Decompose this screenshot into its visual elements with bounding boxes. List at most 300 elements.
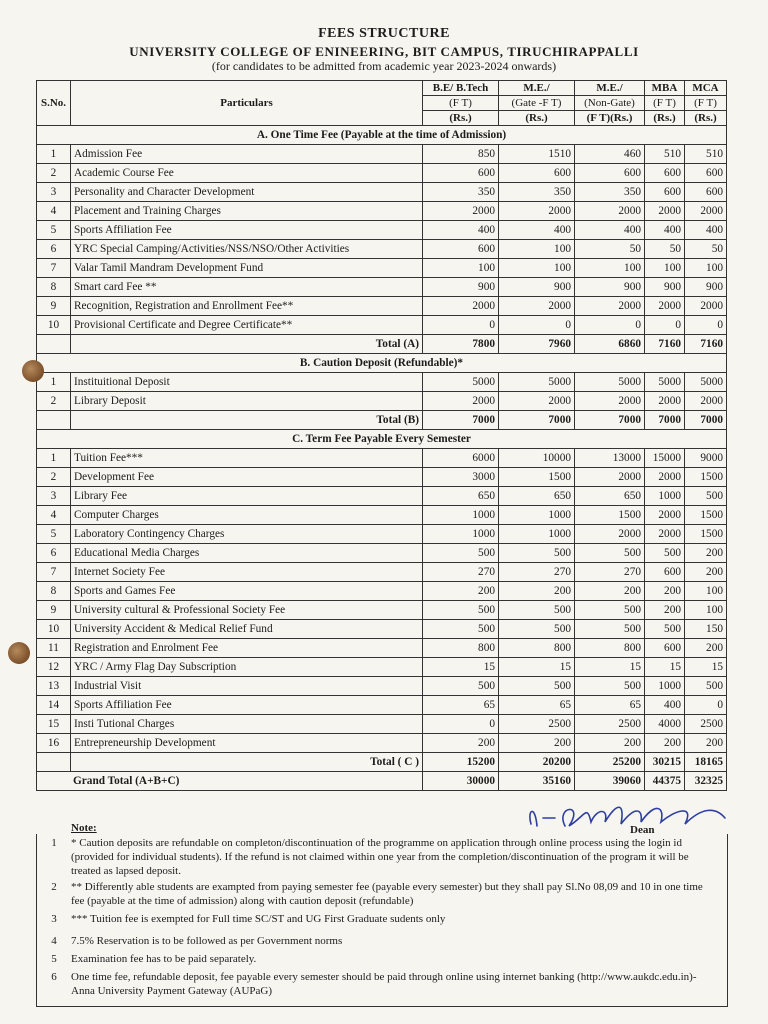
table-row: [37, 240, 727, 259]
fee-value: 270: [423, 563, 499, 582]
column-header: (Rs.): [499, 111, 575, 126]
row-sno: 11: [37, 639, 71, 658]
fee-value: 500: [423, 677, 499, 696]
note-number: 5: [51, 953, 57, 965]
fee-value: 850: [423, 145, 499, 164]
fee-value: 15: [575, 658, 645, 677]
fee-value: 150: [685, 620, 727, 639]
fee-value: 9000: [685, 449, 727, 468]
fee-value: 900: [423, 278, 499, 297]
fee-value: 1000: [645, 677, 685, 696]
row-sno: 12: [37, 658, 71, 677]
fee-value: 500: [575, 620, 645, 639]
column-header: (Gate -F T): [499, 96, 575, 111]
total-value: 7000: [645, 411, 685, 430]
row-sno: 3: [37, 487, 71, 506]
fee-value: 600: [575, 164, 645, 183]
fee-value: 350: [423, 183, 499, 202]
fee-value: 0: [645, 316, 685, 335]
fee-value: 2000: [575, 202, 645, 221]
fee-value: 100: [685, 259, 727, 278]
row-sno: 10: [37, 316, 71, 335]
fee-value: 500: [499, 620, 575, 639]
fee-value: 2500: [685, 715, 727, 734]
fee-value: 200: [499, 734, 575, 753]
fee-value: 50: [575, 240, 645, 259]
table-row: [37, 183, 727, 202]
row-sno: 6: [37, 240, 71, 259]
section-title: C. Term Fee Payable Every Semester: [37, 430, 727, 449]
row-particular: University Accident & Medical Relief Fund: [71, 620, 423, 639]
row-particular: Provisional Certificate and Degree Certificate**: [71, 316, 423, 335]
fee-value: 200: [499, 582, 575, 601]
column-header: (F T): [685, 96, 727, 111]
document-title: FEES STRUCTURE: [318, 26, 450, 41]
document-header: [0, 26, 768, 73]
total-value: 7800: [423, 335, 499, 354]
fee-value: 500: [423, 620, 499, 639]
column-header: M.E./: [575, 81, 645, 96]
total-value: 7000: [575, 411, 645, 430]
fee-value: 1510: [499, 145, 575, 164]
grand-total-value: 32325: [685, 772, 727, 791]
note-text: One time fee, refundable deposit, fee payable every semester should be paid through online using internet banking (http://www.aukdc.edu.in)-Anna University Payment Gateway (AUPaG): [71, 971, 697, 997]
total-label: Total ( C ): [71, 753, 423, 772]
fee-value: 100: [499, 240, 575, 259]
fee-value: 5000: [575, 373, 645, 392]
fee-value: 65: [575, 696, 645, 715]
grand-total-label: Grand Total (A+B+C): [37, 772, 423, 791]
row-particular: Recognition, Registration and Enrollment Fee**: [71, 297, 423, 316]
row-sno: 8: [37, 278, 71, 297]
fee-value: 600: [645, 164, 685, 183]
table-row: [37, 601, 727, 620]
column-header: (F T)(Rs.): [575, 111, 645, 126]
row-sno: 7: [37, 259, 71, 278]
row-sno: 4: [37, 202, 71, 221]
note-text: Examination fee has to be paid separately.: [71, 953, 257, 965]
table-row: [37, 449, 727, 468]
row-particular: Computer Charges: [71, 506, 423, 525]
fee-value: 510: [685, 145, 727, 164]
total-value: 15200: [423, 753, 499, 772]
row-sno: 9: [37, 601, 71, 620]
fee-value: 500: [645, 544, 685, 563]
table-row: [37, 487, 727, 506]
table-row: [37, 620, 727, 639]
total-blank: [37, 411, 71, 430]
fee-value: 500: [645, 620, 685, 639]
fee-value: 500: [685, 677, 727, 696]
fee-value: 2000: [645, 202, 685, 221]
fee-value: 5000: [645, 373, 685, 392]
note-text: *** Tuition fee is exempted for Full time SC/ST and UG First Graduate sudents only: [71, 913, 446, 925]
fee-value: 2000: [685, 392, 727, 411]
fee-value: 270: [499, 563, 575, 582]
fee-value: 200: [685, 544, 727, 563]
row-sno: 6: [37, 544, 71, 563]
row-particular: Tuition Fee***: [71, 449, 423, 468]
total-row: [37, 335, 727, 354]
row-particular: Personality and Character Development: [71, 183, 423, 202]
row-particular: Smart card Fee **: [71, 278, 423, 297]
row-sno: 4: [37, 506, 71, 525]
fee-value: 2000: [645, 525, 685, 544]
total-value: 7160: [645, 335, 685, 354]
fee-value: 65: [499, 696, 575, 715]
row-sno: 1: [37, 373, 71, 392]
fee-value: 5000: [685, 373, 727, 392]
table-row: [37, 639, 727, 658]
table-row: [37, 677, 727, 696]
fee-value: 1000: [499, 506, 575, 525]
fee-value: 1500: [575, 506, 645, 525]
row-particular: YRC / Army Flag Day Subscription: [71, 658, 423, 677]
row-particular: Instituitional Deposit: [71, 373, 423, 392]
row-sno: 1: [37, 449, 71, 468]
fee-value: 800: [499, 639, 575, 658]
total-value: 18165: [685, 753, 727, 772]
fee-value: 400: [685, 221, 727, 240]
fee-value: 100: [423, 259, 499, 278]
fee-value: 200: [423, 734, 499, 753]
fee-value: 2500: [575, 715, 645, 734]
fee-value: 900: [499, 278, 575, 297]
table-row: [37, 316, 727, 335]
note-text: ** Differently able students are exampted from paying semester fee (payable every semester) but they shall pay Sl.No 08,09 and 10 in one time fee (payable at the time of admission) along with caution deposit (refundable): [71, 881, 703, 907]
fee-value: 1500: [685, 468, 727, 487]
punch-hole: [22, 360, 44, 382]
grand-total-row: [37, 772, 727, 791]
fee-value: 2000: [575, 392, 645, 411]
fee-value: 3000: [423, 468, 499, 487]
total-value: 6860: [575, 335, 645, 354]
fee-value: 2000: [575, 468, 645, 487]
fee-value: 65: [423, 696, 499, 715]
fee-value: 200: [645, 734, 685, 753]
notes-heading: Note:: [71, 822, 97, 834]
table-row: [37, 297, 727, 316]
fee-value: 200: [685, 734, 727, 753]
dean-title: Dean: [630, 824, 655, 836]
fee-value: 10000: [499, 449, 575, 468]
fee-value: 13000: [575, 449, 645, 468]
row-particular: Valar Tamil Mandram Development Fund: [71, 259, 423, 278]
row-particular: Insti Tutional Charges: [71, 715, 423, 734]
fee-value: 2000: [645, 392, 685, 411]
fee-value: 400: [423, 221, 499, 240]
fee-value: 2000: [645, 468, 685, 487]
total-blank: [37, 335, 71, 354]
fee-value: 200: [645, 582, 685, 601]
note-number: 4: [51, 935, 57, 947]
note-text: 7.5% Reservation is to be followed as per Government norms: [71, 935, 343, 947]
grand-total-value: 35160: [499, 772, 575, 791]
column-header: (Rs.): [423, 111, 499, 126]
total-label: Total (A): [71, 335, 423, 354]
total-value: 7960: [499, 335, 575, 354]
document-subtitle: (for candidates to be admitted from academic year 2023-2024 onwards): [211, 59, 557, 73]
row-sno: 5: [37, 525, 71, 544]
fee-value: 15: [499, 658, 575, 677]
fee-value: 0: [499, 316, 575, 335]
fee-value: 100: [685, 582, 727, 601]
table-row: [37, 221, 727, 240]
row-sno: 2: [37, 164, 71, 183]
fee-value: 900: [685, 278, 727, 297]
table-row: [37, 563, 727, 582]
table-row: [37, 715, 727, 734]
fee-value: 2000: [423, 297, 499, 316]
fee-value: 200: [575, 582, 645, 601]
table-row: [37, 373, 727, 392]
fee-value: 500: [499, 601, 575, 620]
total-value: 7000: [423, 411, 499, 430]
fee-value: 2000: [685, 297, 727, 316]
row-particular: Sports Affiliation Fee: [71, 221, 423, 240]
fee-value: 2000: [499, 297, 575, 316]
column-header: MBA: [645, 81, 685, 96]
fee-value: 0: [423, 316, 499, 335]
row-particular: Internet Society Fee: [71, 563, 423, 582]
table-row: [37, 278, 727, 297]
fee-value: 2500: [499, 715, 575, 734]
note-number: 1: [51, 837, 57, 849]
row-sno: 3: [37, 183, 71, 202]
grand-total-value: 30000: [423, 772, 499, 791]
fee-value: 2000: [499, 202, 575, 221]
total-value: 7000: [499, 411, 575, 430]
fee-value: 1000: [423, 525, 499, 544]
fee-value: 100: [685, 601, 727, 620]
fee-value: 0: [423, 715, 499, 734]
table-row: [37, 145, 727, 164]
fee-value: 15: [685, 658, 727, 677]
row-particular: Sports and Games Fee: [71, 582, 423, 601]
punch-hole: [8, 642, 30, 664]
section-header-row: [37, 126, 727, 145]
fee-value: 500: [499, 544, 575, 563]
fee-value: 5000: [499, 373, 575, 392]
fee-value: 200: [645, 601, 685, 620]
fee-value: 100: [499, 259, 575, 278]
column-header: MCA: [685, 81, 727, 96]
fee-value: 100: [645, 259, 685, 278]
fee-value: 0: [685, 696, 727, 715]
column-header: M.E./: [499, 81, 575, 96]
note-number: 6: [51, 971, 57, 983]
fee-value: 460: [575, 145, 645, 164]
fee-table: [36, 80, 727, 791]
fee-value: 1500: [685, 525, 727, 544]
total-value: 25200: [575, 753, 645, 772]
table-row: [37, 658, 727, 677]
column-header: B.E/ B.Tech: [423, 81, 499, 96]
fee-value: 200: [423, 582, 499, 601]
column-header: (F T): [645, 96, 685, 111]
fee-value: 600: [645, 183, 685, 202]
table-row: [37, 164, 727, 183]
fee-value: 400: [499, 221, 575, 240]
column-header: (Rs.): [685, 111, 727, 126]
row-sno: 2: [37, 392, 71, 411]
fee-value: 2000: [499, 392, 575, 411]
fee-value: 200: [685, 639, 727, 658]
fee-value: 510: [645, 145, 685, 164]
table-row: [37, 202, 727, 221]
row-particular: Placement and Training Charges: [71, 202, 423, 221]
fee-value: 5000: [423, 373, 499, 392]
row-particular: Industrial Visit: [71, 677, 423, 696]
fee-value: 600: [423, 240, 499, 259]
total-value: 30215: [645, 753, 685, 772]
fee-value: 500: [423, 601, 499, 620]
fee-value: 600: [645, 563, 685, 582]
total-value: 7000: [685, 411, 727, 430]
fee-value: 350: [499, 183, 575, 202]
fee-value: 2000: [423, 392, 499, 411]
table-row: [37, 525, 727, 544]
fee-value: 0: [685, 316, 727, 335]
table-row: [37, 696, 727, 715]
column-header: (Rs.): [645, 111, 685, 126]
fee-value: 2000: [645, 297, 685, 316]
fee-value: 0: [575, 316, 645, 335]
row-particular: Admission Fee: [71, 145, 423, 164]
note-number: 2: [51, 881, 57, 893]
table-row: [37, 259, 727, 278]
row-particular: Academic Course Fee: [71, 164, 423, 183]
note-text: * Caution deposits are refundable on completon/discontinuation of the programme on application through online process using the login id (provided for individual students). If the refund is not claimed within one year from the completion/discontinuation of the program it will be treated as lapsed deposit.: [71, 837, 689, 877]
table-row: [37, 544, 727, 563]
fee-value: 2000: [685, 202, 727, 221]
header-row: [37, 81, 727, 96]
row-particular: Library Deposit: [71, 392, 423, 411]
fee-value: 800: [423, 639, 499, 658]
fee-value: 500: [575, 544, 645, 563]
fee-value: 270: [575, 563, 645, 582]
row-particular: Library Fee: [71, 487, 423, 506]
fee-value: 4000: [645, 715, 685, 734]
total-value: 7160: [685, 335, 727, 354]
row-particular: YRC Special Camping/Activities/NSS/NSO/Other Activities: [71, 240, 423, 259]
row-sno: 7: [37, 563, 71, 582]
fee-value: 1500: [685, 506, 727, 525]
row-particular: Sports Affiliation Fee: [71, 696, 423, 715]
row-sno: 13: [37, 677, 71, 696]
row-particular: Registration and Enrolment Fee: [71, 639, 423, 658]
row-particular: Development Fee: [71, 468, 423, 487]
fee-value: 2000: [575, 525, 645, 544]
fee-value: 500: [499, 677, 575, 696]
fee-value: 50: [645, 240, 685, 259]
row-sno: 14: [37, 696, 71, 715]
fee-value: 1000: [499, 525, 575, 544]
particulars-header: Particulars: [71, 81, 423, 126]
fee-value: 1000: [645, 487, 685, 506]
row-sno: 5: [37, 221, 71, 240]
row-sno: 1: [37, 145, 71, 164]
fee-value: 50: [685, 240, 727, 259]
row-particular: University cultural & Professional Society Fee: [71, 601, 423, 620]
fee-value: 6000: [423, 449, 499, 468]
fee-value: 2000: [575, 297, 645, 316]
fee-value: 650: [499, 487, 575, 506]
row-sno: 15: [37, 715, 71, 734]
fee-value: 200: [685, 563, 727, 582]
row-particular: Laboratory Contingency Charges: [71, 525, 423, 544]
fee-value: 400: [645, 696, 685, 715]
table-row: [37, 582, 727, 601]
fee-value: 500: [575, 677, 645, 696]
row-particular: Educational Media Charges: [71, 544, 423, 563]
fee-value: 650: [575, 487, 645, 506]
fee-value: 200: [575, 734, 645, 753]
fee-value: 1000: [423, 506, 499, 525]
fee-value: 900: [645, 278, 685, 297]
column-header: (F T): [423, 96, 499, 111]
row-sno: 16: [37, 734, 71, 753]
fee-value: 500: [575, 601, 645, 620]
grand-total-value: 39060: [575, 772, 645, 791]
sno-header: S.No.: [37, 81, 71, 126]
row-sno: 10: [37, 620, 71, 639]
row-particular: Entrepreneurship Development: [71, 734, 423, 753]
fee-value: 600: [499, 164, 575, 183]
fee-value: 100: [575, 259, 645, 278]
fee-value: 15: [423, 658, 499, 677]
fee-value: 600: [685, 164, 727, 183]
fee-value: 650: [423, 487, 499, 506]
row-sno: 8: [37, 582, 71, 601]
fee-value: 2000: [645, 506, 685, 525]
college-name: UNIVERSITY COLLEGE OF ENINEERING, BIT CAMPUS, TIRUCHIRAPPALLI: [129, 44, 639, 59]
fee-value: 500: [423, 544, 499, 563]
section-title: A. One Time Fee (Payable at the time of Admission): [37, 126, 727, 145]
fee-value: 500: [685, 487, 727, 506]
fee-value: 600: [423, 164, 499, 183]
fee-value: 900: [575, 278, 645, 297]
table-row: [37, 506, 727, 525]
table-row: [37, 734, 727, 753]
fee-value: 15: [645, 658, 685, 677]
total-blank: [37, 753, 71, 772]
row-sno: 9: [37, 297, 71, 316]
fee-value: 350: [575, 183, 645, 202]
fee-value: 400: [575, 221, 645, 240]
section-header-row: [37, 430, 727, 449]
fee-value: 15000: [645, 449, 685, 468]
fee-value: 1500: [499, 468, 575, 487]
grand-total-value: 44375: [645, 772, 685, 791]
fee-value: 600: [645, 639, 685, 658]
section-title: B. Caution Deposit (Refundable)*: [37, 354, 727, 373]
section-header-row: [37, 354, 727, 373]
note-number: 3: [51, 913, 57, 925]
total-value: 20200: [499, 753, 575, 772]
fee-value: 600: [685, 183, 727, 202]
table-row: [37, 392, 727, 411]
total-row: [37, 411, 727, 430]
fee-value: 2000: [423, 202, 499, 221]
column-header: (Non-Gate): [575, 96, 645, 111]
table-row: [37, 468, 727, 487]
total-row: [37, 753, 727, 772]
row-sno: 2: [37, 468, 71, 487]
total-label: Total (B): [71, 411, 423, 430]
fee-value: 400: [645, 221, 685, 240]
fee-value: 800: [575, 639, 645, 658]
